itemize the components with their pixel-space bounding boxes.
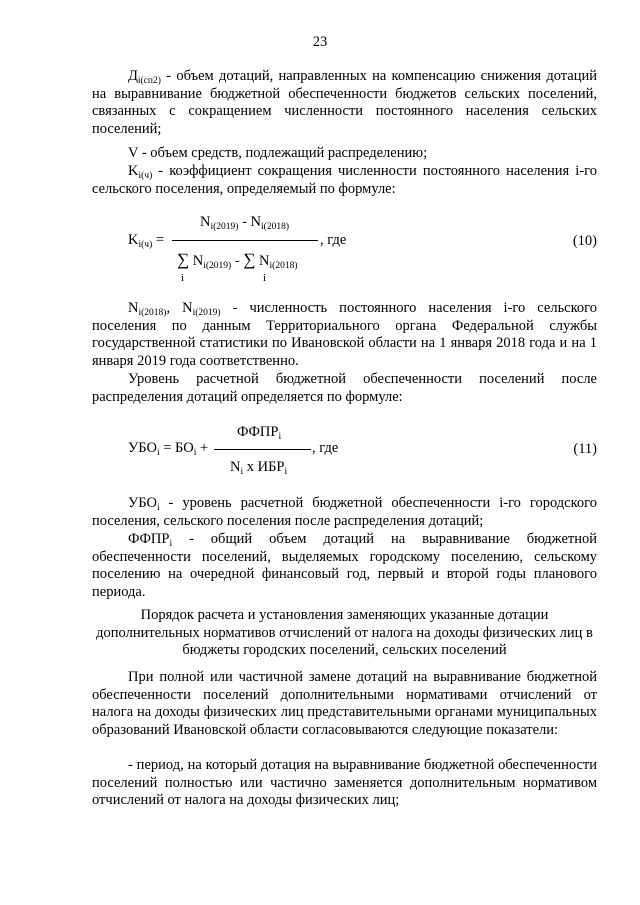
formula-10-lhs-symbol: K <box>128 232 139 248</box>
formula-11-bo-sub: i <box>193 448 197 458</box>
paragraph-replacement: При полной или частичной замене дотаций на выравнивание бюджетной обеспеченности поселений дополнительными нормативами отчислений от налога на доходы физических лиц представительными органами муниципальных образований Ивановской области согласовываются следующие показатели: <box>92 669 597 738</box>
formula-11-ibr-sub: i <box>284 467 288 477</box>
formula-10-num-minus: - <box>238 214 251 230</box>
formula-11-n-sub: i <box>240 467 244 477</box>
symbol-k: K <box>128 163 139 179</box>
formula-10-den-b-sub: i(2018) <box>269 261 298 271</box>
paragraph-level: Уровень расчетной бюджетной обеспеченности поселений после распределения дотаций определяется по формуле: <box>92 371 597 405</box>
paragraph-period: - период, на который дотация на выравнивание бюджетной обеспеченности поселений полностью или частично заменяется дополнительным нормативом отчислений от налога на доходы физических лиц; <box>92 757 597 809</box>
symbol-d-subscript: i(сп2) <box>137 76 161 86</box>
paragraph-coefficient <box>92 163 597 198</box>
formula-10-sum-b: ∑ <box>243 250 256 269</box>
formula-10-equals: = <box>152 232 165 248</box>
formula-11-lhs <box>128 441 208 456</box>
symbol-n-2018-sub: i(2018) <box>138 308 167 318</box>
paragraph-ubo-text: - уровень расчетной бюджетной обеспеченности i-го городского поселения, сельского поселения после распределения дотаций; <box>92 495 597 529</box>
formula-11-numerator <box>237 425 281 440</box>
formula-11-ubo: УБО <box>128 440 157 456</box>
formula-11-tail: , где <box>312 440 339 456</box>
formula-11-denominator <box>230 460 287 475</box>
formula-10-den-b: N <box>259 253 270 269</box>
formula-11-n: N <box>230 459 241 475</box>
page-number: 23 <box>312 34 328 50</box>
formula-11-ffpr: ФФПР <box>237 424 279 440</box>
paragraph-volume: V - объем средств, подлежащий распределению; <box>128 145 428 161</box>
symbol-ffpr-sub: i <box>169 539 173 549</box>
symbol-d: Д <box>128 68 138 84</box>
formula-10-num-a-sub: i(2019) <box>210 222 239 232</box>
paragraph-population <box>92 300 597 370</box>
formula-10-den-a: N <box>192 253 204 269</box>
paragraph-dotation-compensation <box>92 68 597 138</box>
formula-10-num-b: N <box>250 214 262 230</box>
formula-10-num-b-sub: i(2018) <box>261 222 289 232</box>
formula-10-denominator <box>177 251 298 269</box>
formula-10-den-a-sub: i(2019) <box>203 261 232 271</box>
paragraph-ffpr-text: - общий объем дотаций на выравнивание бюджетной обеспеченности поселений, выделяемых городскому поселению, сельскому поселению на очередной финансовый год, первый и второй годы планового периода. <box>92 531 597 600</box>
symbol-separator: , <box>166 300 183 316</box>
formula-11-ffpr-sub: i <box>278 432 282 442</box>
formula-10-sum-a: ∑ <box>177 250 190 269</box>
formula-10-sum-index-b: i <box>263 272 267 284</box>
symbol-n-2019: N <box>182 300 193 316</box>
formula-10-num-a: N <box>200 214 211 230</box>
paragraph-dotation-text: - объем дотаций, направленных на компенсацию снижения дотаций на выравнивание бюджетной обеспеченности бюджетов сельских поселений, связанных с сокращением численности постоянного населения сельских поселений; <box>92 68 597 137</box>
formula-10-den-minus: - <box>231 253 244 269</box>
formula-10-lhs-subscript: i(ч) <box>138 240 153 250</box>
formula-10-fraction-bar <box>172 240 318 241</box>
symbol-ubo-sub: i <box>156 503 160 513</box>
symbol-ubo: УБО <box>128 495 157 511</box>
paragraph-ubo <box>92 495 597 530</box>
formula-10-numerator <box>200 215 289 230</box>
formula-10-sum-index-a: i <box>181 272 185 284</box>
symbol-k-subscript: i(ч) <box>138 171 153 181</box>
formula-10-tail: , где <box>320 232 347 248</box>
formula-11-plus: + <box>196 440 209 456</box>
formula-11-ibr: x ИБР <box>243 459 285 475</box>
formula-10-number: (10) <box>572 233 597 249</box>
formula-11-ubo-sub: i <box>156 448 160 458</box>
paragraph-population-text: - численность постоянного населения i-го сельского поселения по данным Территориального органа Федеральной службы государственной статистики по Ивановской области на 1 января 2018 года и на 1 января 2019 года соответственно. <box>92 300 598 369</box>
paragraph-ffpr <box>92 531 597 601</box>
formula-11-number: (11) <box>573 441 597 457</box>
formula-11-fraction-bar <box>214 449 311 450</box>
symbol-n-2018: N <box>128 300 139 316</box>
symbol-n-2019-sub: i(2019) <box>192 308 221 318</box>
symbol-ffpr: ФФПР <box>128 531 170 547</box>
section-heading: Порядок расчета и установления заменяющих указанные дотации дополнительных нормативов отчислений от налога на доходы физических лиц в бюджеты городских поселений, сельских поселений <box>96 607 593 659</box>
formula-11-bo: = БО <box>159 440 194 456</box>
formula-10-lhs <box>128 233 164 248</box>
paragraph-coefficient-text: - коэффициент сокращения численности постоянного населения i-го сельского поселения, определяемый по формуле: <box>92 163 597 197</box>
